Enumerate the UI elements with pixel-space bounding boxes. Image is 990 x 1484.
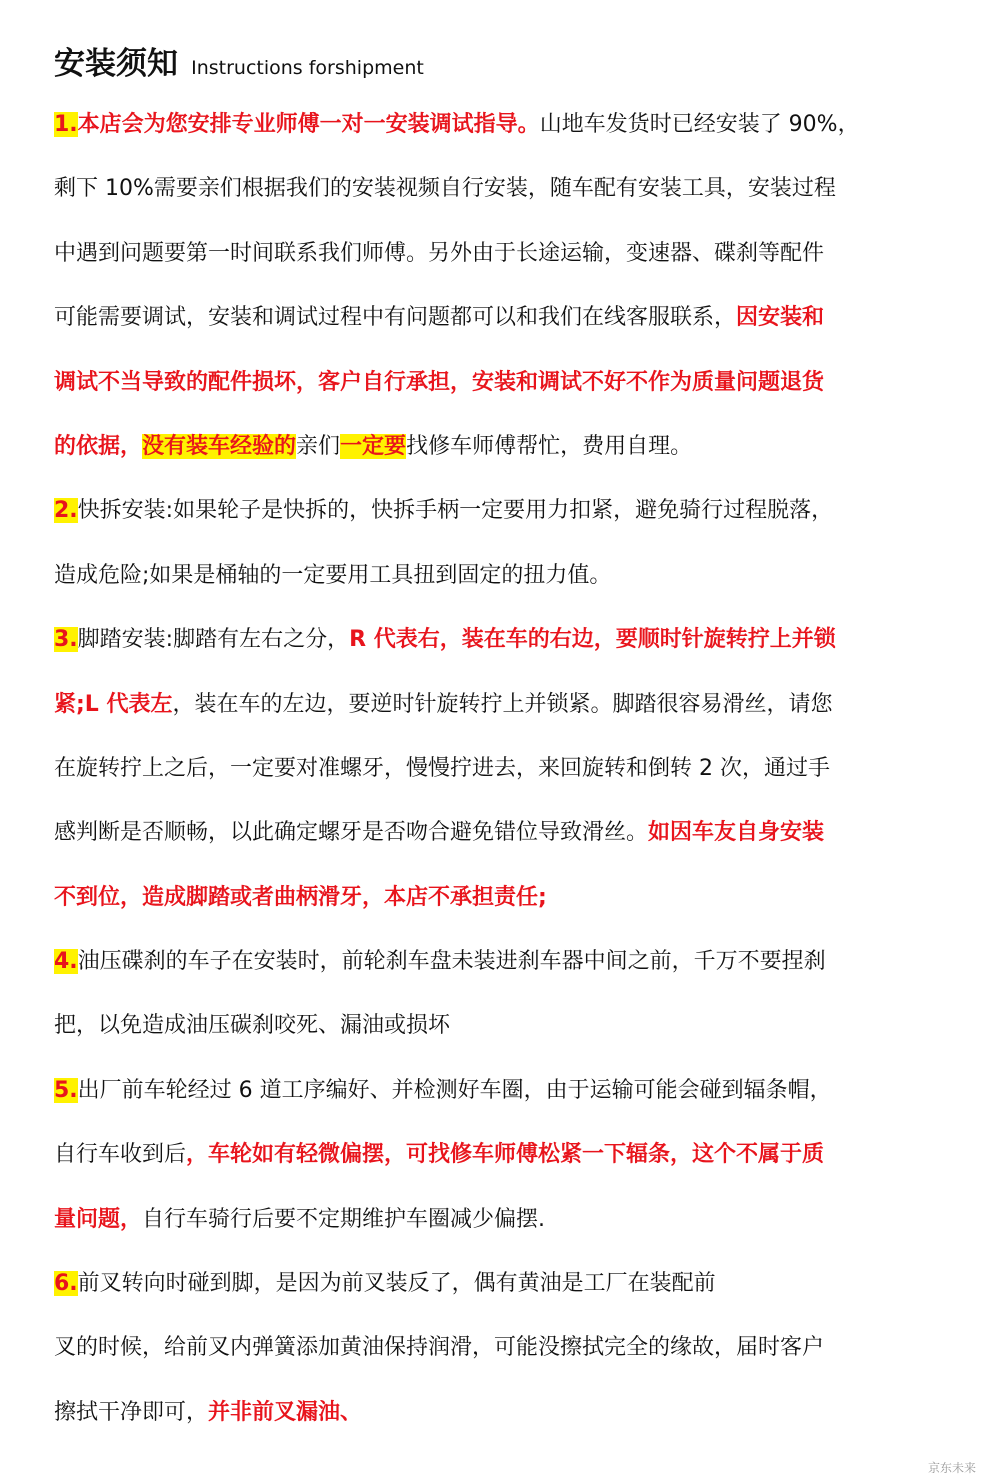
instruction-item-1 <box>54 93 924 479</box>
body-text: 叉的时候，给前叉内弹簧添加黄油保持润滑，可能没擦拭完全的缘故，届时客户 <box>54 1335 825 1361</box>
emphasis-text: 调试不当导致的配件损坏，客户自行承担，安装和调试不好不作为质量问题退货 <box>54 369 825 395</box>
instruction-item-5 <box>54 1059 924 1252</box>
text-line <box>54 737 924 801</box>
body-text: 擦拭干净即可， <box>54 1399 209 1425</box>
watermark: 京东未来 <box>927 1461 976 1475</box>
page-header <box>54 38 424 83</box>
item-number: 1. <box>54 112 78 137</box>
highlighted-emphasis: 没有装车经验的 <box>142 433 297 459</box>
emphasis-text: ，车轮如有轻微偏摆，可找修车师傅松紧一下辐条，这个不属于质 <box>186 1142 825 1168</box>
body-text: 找修车师傅帮忙，费用自理。 <box>406 433 693 459</box>
emphasis-text: 的依据， <box>54 433 143 459</box>
item-number: 3. <box>54 627 78 653</box>
text-line <box>54 286 924 350</box>
highlighted-emphasis: 一定要 <box>340 433 407 459</box>
emphasis-text: 因安装和 <box>736 305 825 331</box>
body-text: 自行车骑行后要不定期维护车圈减少偏摆. <box>142 1206 546 1232</box>
instruction-body <box>54 93 924 1445</box>
emphasis-text: 不到位，造成脚踏或者曲柄滑牙，本店不承担责任; <box>54 884 547 910</box>
item-number: 5. <box>54 1077 78 1103</box>
text-line <box>54 351 924 415</box>
item-number: 6. <box>54 1271 78 1297</box>
text-line <box>54 544 924 608</box>
text-line <box>54 930 924 994</box>
text-line <box>54 801 924 865</box>
body-text: 脚踏安装:脚踏有左右之分， <box>77 627 350 653</box>
text-line <box>54 415 924 479</box>
emphasis-text: 紧;L 代表左 <box>54 691 173 717</box>
body-text: 自行车收到后 <box>54 1142 187 1168</box>
text-line <box>54 1188 924 1252</box>
item-number: 2. <box>54 498 78 524</box>
emphasis-text: 并非前叉漏油、 <box>208 1399 363 1425</box>
text-line <box>54 608 924 672</box>
body-text: 造成危险;如果是桶轴的一定要用工具扭到固定的扭力值。 <box>54 562 612 588</box>
body-text: 油压碟刹的车子在安装时，前轮刹车盘未装进刹车器中间之前，千万不要捏刹 <box>77 949 826 975</box>
emphasis-text: 本店会为您安排专业师傅一对一安装调试指导。 <box>77 112 540 137</box>
text-line <box>54 1059 924 1123</box>
emphasis-text: 量问题， <box>54 1206 143 1232</box>
text-line <box>54 1381 924 1445</box>
emphasis-text: R 代表右，装在车的右边，要顺时针旋转拧上并锁 <box>349 627 836 653</box>
text-line <box>54 222 924 286</box>
instruction-item-2 <box>54 479 924 608</box>
text-line <box>54 994 924 1058</box>
page-title: 安装须知 <box>54 46 178 82</box>
body-text: 山地车发货时已经安装了 90%， <box>539 112 860 137</box>
text-line <box>54 479 924 543</box>
body-text: 中遇到问题要第一时间联系我们师傅。另外由于长途运输，变速器、碟刹等配件 <box>54 240 825 266</box>
body-text: 在旋转拧上之后，一定要对准螺牙，慢慢拧进去，来回旋转和倒转 2 次，通过手 <box>54 755 830 781</box>
body-text: 剩下 10%需要亲们根据我们的安装视频自行安装，随车配有安装工具，安装过程 <box>54 176 836 202</box>
body-text: 前叉转向时碰到脚，是因为前叉装反了，偶有黄油是工厂在装配前 <box>77 1271 716 1297</box>
text-line <box>54 673 924 737</box>
body-text: 可能需要调试，安装和调试过程中有问题都可以和我们在线客服联系， <box>54 305 737 331</box>
body-text: 出厂前车轮经过 6 道工序编好、并检测好车圈，由于运输可能会碰到辐条帽， <box>77 1077 832 1103</box>
text-line <box>54 1316 924 1380</box>
instruction-item-4 <box>54 930 924 1059</box>
instruction-item-3 <box>54 608 924 930</box>
instruction-item-6 <box>54 1252 924 1445</box>
text-line <box>54 1123 924 1187</box>
body-text: 快拆安装:如果轮子是快拆的，快拆手柄一定要用力扣紧，避免骑行过程脱落， <box>77 498 834 524</box>
page-subtitle: Instructions forshipment <box>191 57 424 79</box>
body-text: 感判断是否顺畅，以此确定螺牙是否吻合避免错位导致滑丝。 <box>54 820 649 846</box>
body-text: ，装在车的左边，要逆时针旋转拧上并锁紧。脚踏很容易滑丝，请您 <box>172 691 833 717</box>
text-line <box>54 1252 924 1316</box>
text-line <box>54 93 924 157</box>
text-line <box>54 157 924 221</box>
item-number: 4. <box>54 949 78 975</box>
text-line <box>54 866 924 930</box>
emphasis-text: 如因车友自身安装 <box>648 820 825 846</box>
body-text: 把，以免造成油压碳刹咬死、漏油或损坏 <box>54 1013 451 1039</box>
body-text: 亲们 <box>296 433 341 459</box>
